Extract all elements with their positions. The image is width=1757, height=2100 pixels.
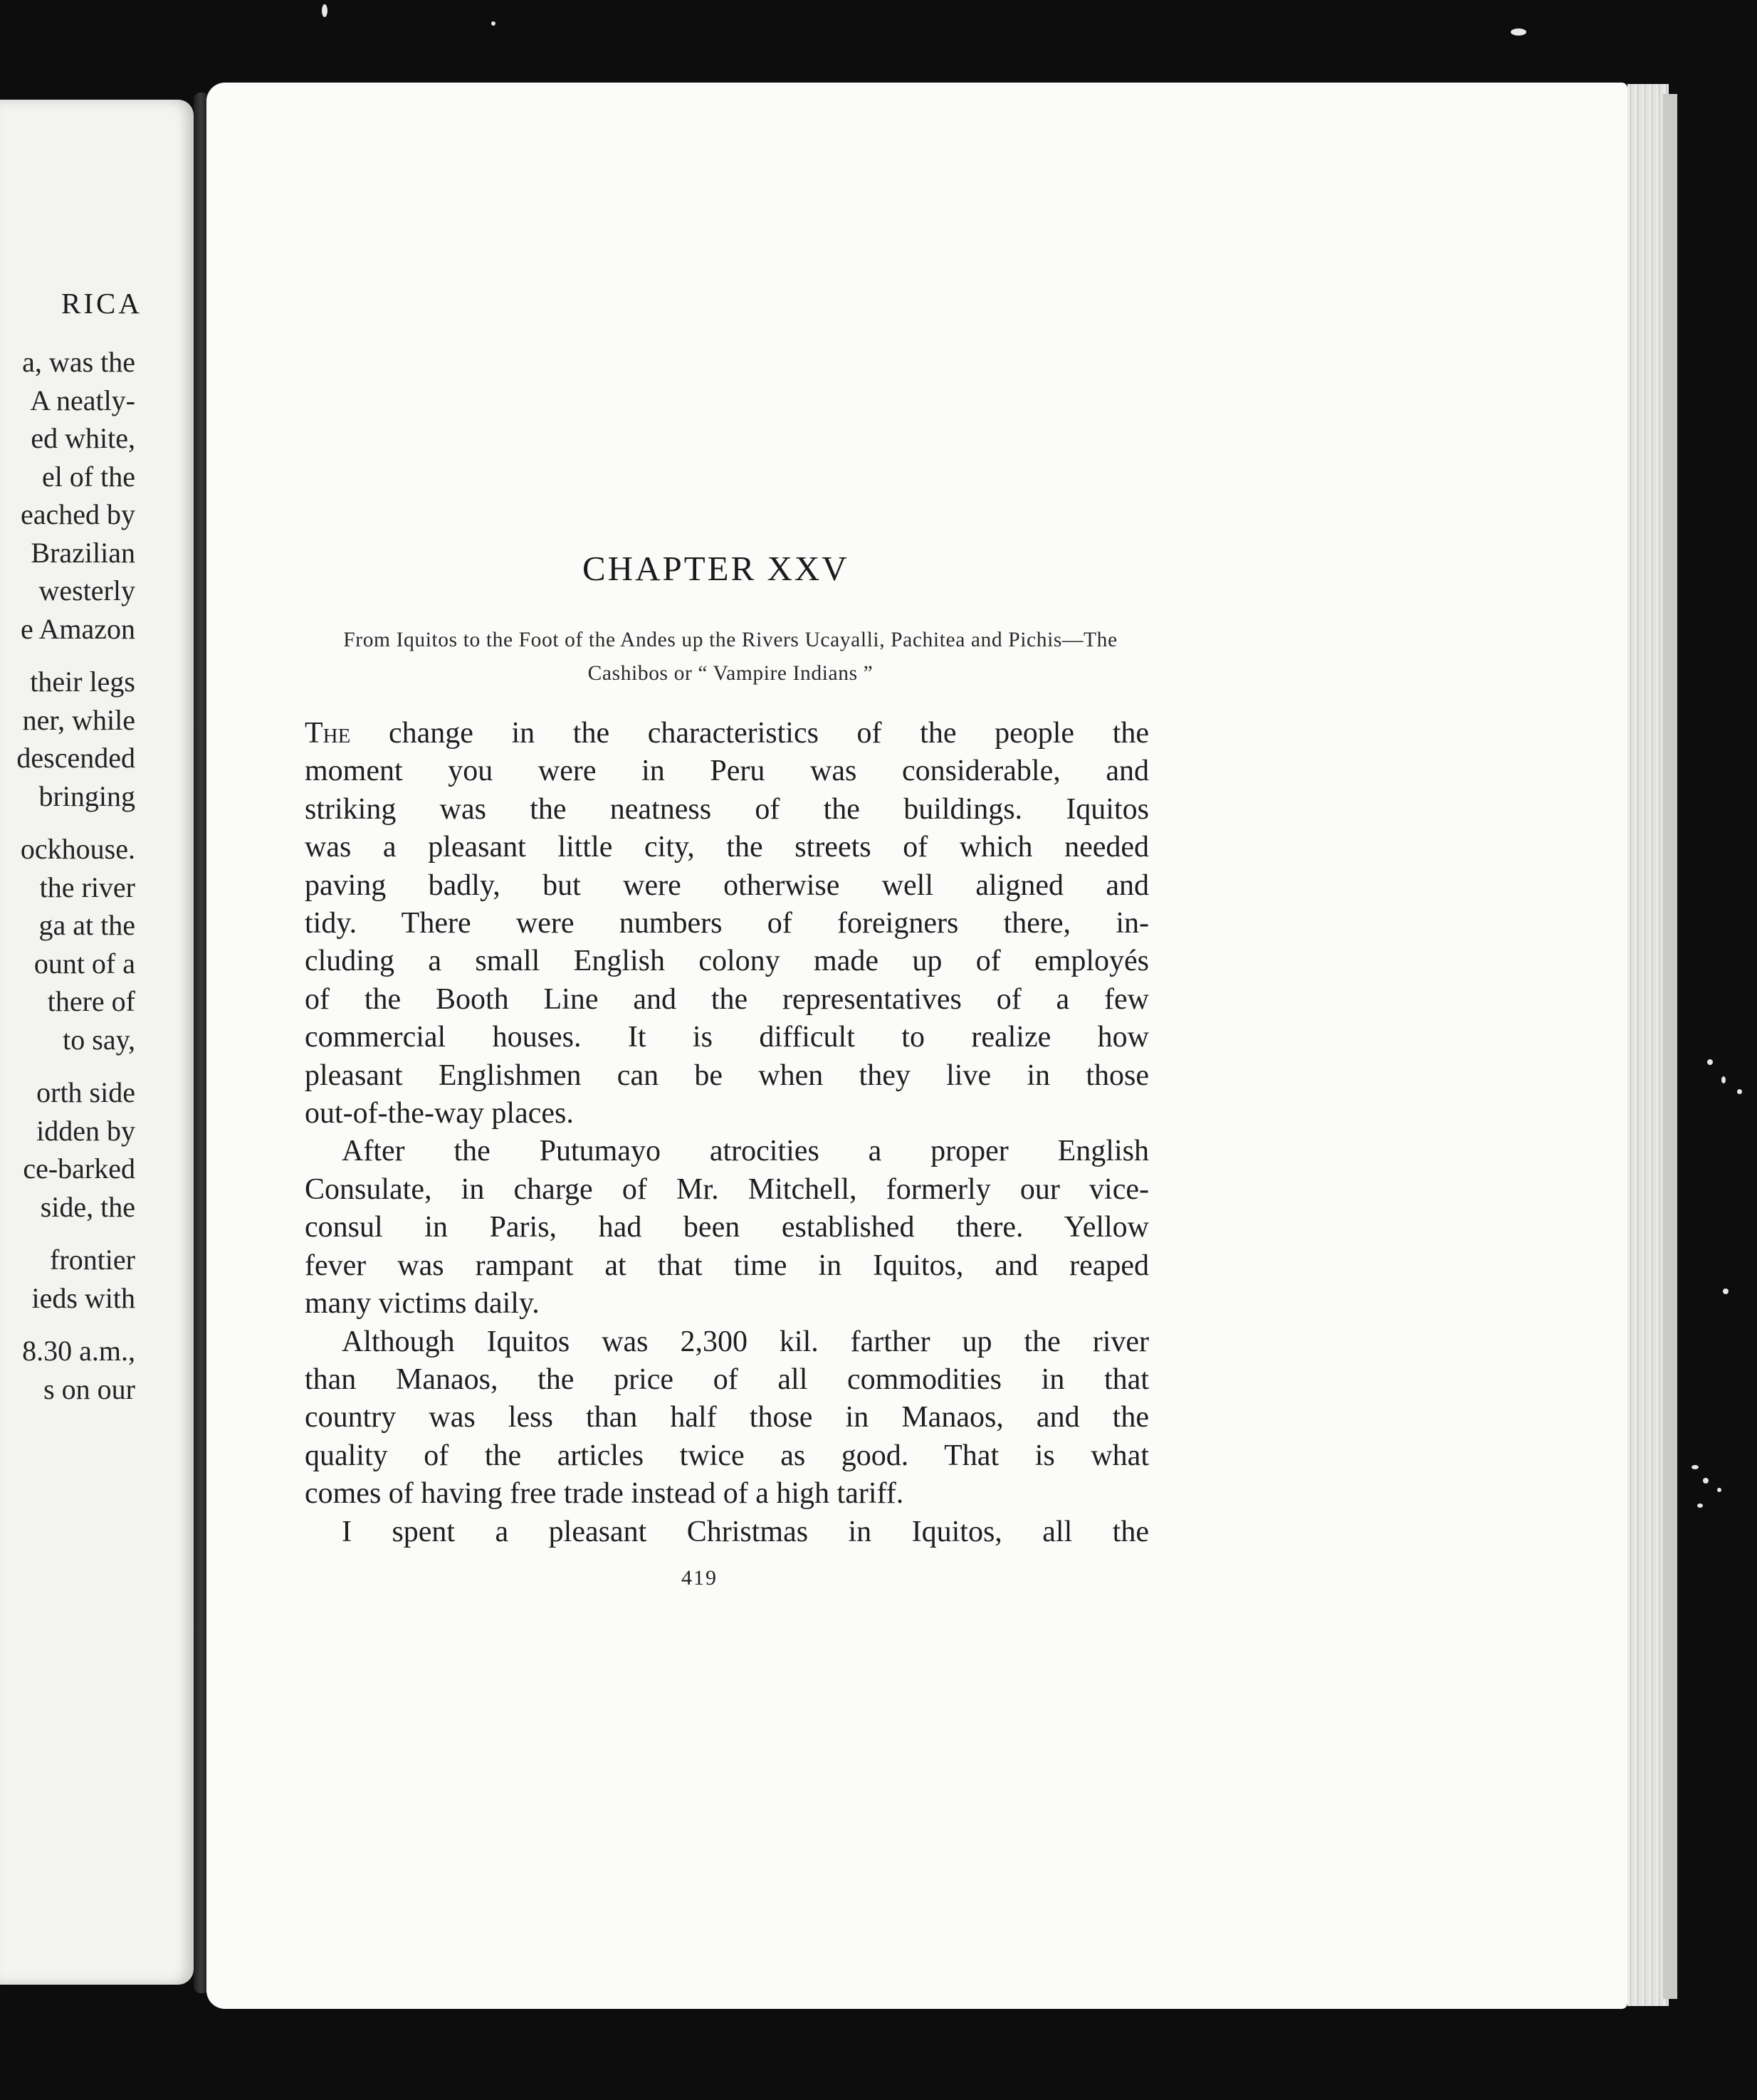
- text-line: out-of-the-way places.: [305, 1097, 574, 1130]
- left-line: ockhouse.: [20, 833, 135, 865]
- text-line: After the Putumayo atrocities a proper English: [342, 1135, 1149, 1168]
- text-line: Although Iquitos was 2,300 kil. farther up the river: [342, 1325, 1149, 1358]
- left-line: 8.30 a.m.,: [22, 1335, 135, 1367]
- left-line: Brazilian: [31, 536, 135, 569]
- left-line: bringing: [38, 779, 135, 812]
- left-line: ount of a: [33, 947, 135, 980]
- scan-speck: [1511, 28, 1526, 36]
- text-line: fever was rampant at that time in Iquitos, and reaped: [305, 1249, 1149, 1282]
- scan-speck: [1717, 1488, 1721, 1492]
- text-line: than Manaos, the price of all commodities in that: [305, 1363, 1149, 1396]
- page-number: 419: [681, 1566, 718, 1590]
- left-line: A neatly-: [30, 384, 135, 416]
- text-line: moment you were in Peru was considerable, and: [305, 755, 1149, 788]
- scan-speck: [491, 21, 495, 26]
- text-line: comes of having free trade instead of a high tariff.: [305, 1477, 904, 1511]
- text-line: tidy. There were numbers of foreigners there, in-: [305, 907, 1149, 940]
- scan-speck: [1737, 1089, 1742, 1094]
- left-line: frontier: [50, 1244, 135, 1276]
- left-page-text: [16, 343, 135, 1408]
- left-line: their legs: [30, 666, 135, 698]
- left-line: ed white,: [31, 422, 135, 454]
- text-line: country was less than half those in Manaos, and the: [305, 1401, 1149, 1434]
- left-line: descended: [16, 742, 135, 774]
- text-line: paving badly, but were otherwise well aligned and: [305, 868, 1149, 902]
- text-line: striking was the neatness of the buildings. Iquitos: [305, 792, 1149, 826]
- scan-speck: [1721, 1076, 1726, 1083]
- chapter-summary: From Iquitos to the Foot of the Andes up the Rivers Ucayalli, Pachitea and Pichis—The Cashibos or “ Vampire Indians ”: [343, 629, 1118, 685]
- text-line: I spent a pleasant Christmas in Iquitos, all the: [342, 1515, 1149, 1548]
- scan-speck: [1703, 1478, 1709, 1484]
- left-line: the river: [39, 871, 135, 903]
- text-line: pleasant Englishmen can be when they live in those: [305, 1059, 1149, 1092]
- text-line: [305, 715, 1149, 752]
- left-line: a, was the: [22, 346, 135, 378]
- left-line: el of the: [41, 460, 135, 493]
- left-line: to say,: [63, 1023, 135, 1056]
- page-edge-rim: [1663, 94, 1677, 1999]
- left-line: ner, while: [22, 703, 135, 736]
- left-line: side, the: [40, 1190, 135, 1223]
- left-running-head: RICA: [61, 287, 142, 320]
- scan-speck: [1692, 1465, 1699, 1469]
- left-line: e Amazon: [20, 612, 135, 645]
- left-line: s on our: [43, 1372, 135, 1405]
- chapter-title: CHAPTER XXV: [582, 549, 849, 588]
- left-line: orth side: [36, 1076, 135, 1108]
- text-line: quality of the articles twice as good. That is what: [305, 1439, 1149, 1472]
- left-line: ce-barked: [23, 1153, 135, 1185]
- left-line: ieds with: [31, 1281, 135, 1314]
- text-line-rest: change in the characteristics of the people the: [388, 717, 1150, 750]
- left-line: there of: [47, 985, 135, 1017]
- left-line: westerly: [38, 574, 135, 607]
- text-line: cluding a small English colony made up of employés: [305, 945, 1149, 978]
- scan-speck: [1697, 1503, 1703, 1508]
- text-line: Consulate, in charge of Mr. Mitchell, formerly our vice-: [305, 1172, 1149, 1206]
- scan-speck: [322, 4, 327, 17]
- scan-speck: [1707, 1059, 1713, 1065]
- text-line: of the Booth Line and the representatives of a few: [305, 982, 1149, 1016]
- text-line: was a pleasant little city, the streets of which needed: [305, 831, 1149, 864]
- paragraph-lead-word: The: [305, 717, 351, 750]
- text-line: commercial houses. It is difficult to realize how: [305, 1021, 1149, 1054]
- left-line: idden by: [36, 1114, 135, 1147]
- scan-speck: [1723, 1288, 1729, 1294]
- left-line: eached by: [20, 498, 135, 530]
- text-line: consul in Paris, had been established there. Yellow: [305, 1211, 1149, 1244]
- text-line: many victims daily.: [305, 1287, 540, 1321]
- body-text: [305, 715, 1149, 1551]
- left-line: ga at the: [38, 909, 135, 941]
- left-page: [0, 100, 194, 1985]
